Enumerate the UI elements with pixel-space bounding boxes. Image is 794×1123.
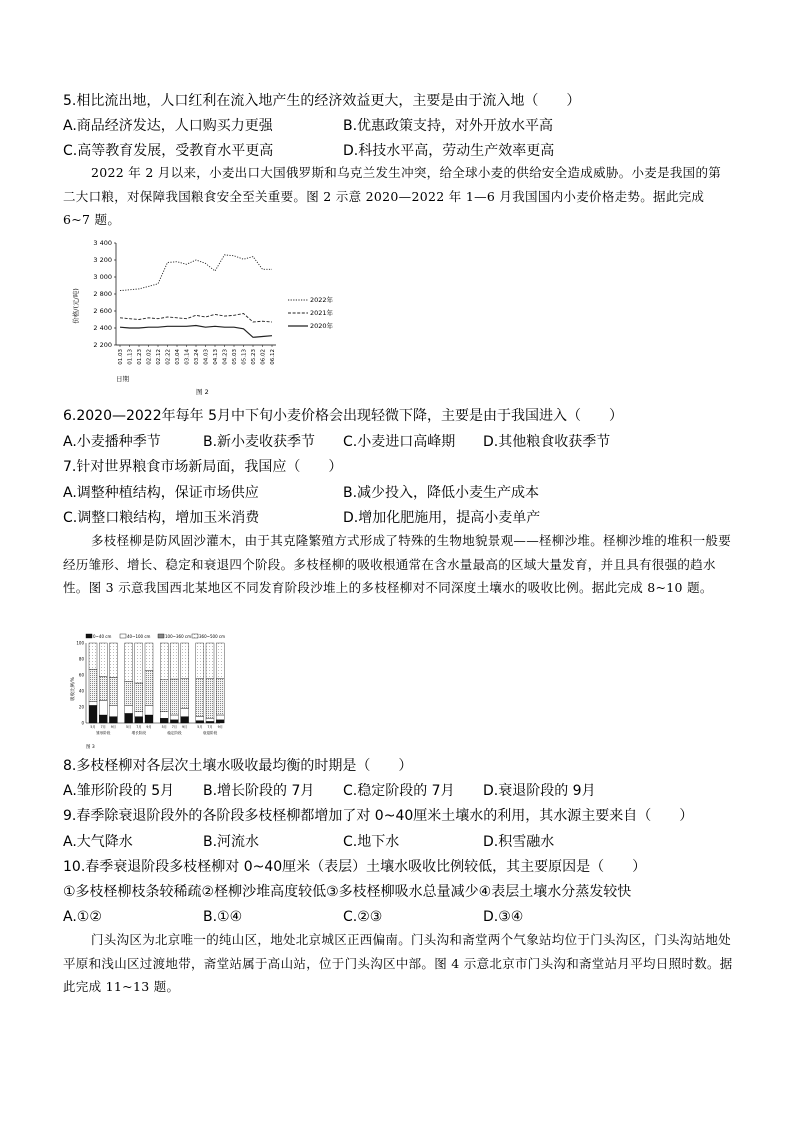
legend-40-100: 40~100 cm (127, 634, 151, 639)
y-tick-label: 3 400 (93, 239, 112, 247)
q7-stem: 7.针对世界粮食市场新局面，我国应（ ） (63, 459, 343, 475)
q10-stem: 10.春季衰退阶段多枝柽柳对 0~40厘米（表层）土壤水吸收比例较低，其主要原因是（ ） (63, 859, 647, 875)
f3-bar-segment (135, 643, 143, 683)
legend-360-500: 360~500 cm (199, 634, 225, 639)
f3-bar-segment (99, 715, 107, 723)
f3-stage-label: 衰退阶段 (202, 731, 218, 735)
f3-bar-segment (196, 721, 204, 723)
q7-option-b: B.减少投入，降低小麦生产成本 (343, 485, 540, 501)
chart-legend (288, 295, 334, 330)
x-tick-label: 03.24 (194, 349, 200, 365)
f3-bar-segment (196, 717, 204, 721)
y-tick-label: 2 600 (93, 307, 112, 315)
q10-option-b: B.①④ (203, 909, 243, 925)
f3-bar-segment (216, 678, 224, 715)
x-tick-label: 02.22 (165, 349, 172, 365)
legend-100-360: 100~360 cm (165, 634, 191, 639)
x-tick-label: 04.03 (203, 349, 210, 365)
passage-wheat: 2022 年 2 月以来，小麦出口大国俄罗斯和乌克兰发生冲突，给全球小麦的供给安全造成威胁。小麦是我国的第二大口粮，对保障我国粮食安全至关重要。图 2 示意 2020—2022 年 1—6 月我国国内小麦价格走势。据此完成 6~7 题。 (63, 165, 722, 227)
passage-mentougou: 门头沟区为北京唯一的纯山区，地处北京城区正西偏南。门头沟和斋堂两个气象站均位于门头沟区，门头沟站地处平原和浅山区过渡地带，斋堂站属于高山站，位于门头沟区中部。图 4 示意北京市门头沟和斋堂站月平均日照时数。据此完成 11~13 题。 (63, 932, 733, 994)
y-axis-label: 价格/(元/吨) (72, 288, 80, 324)
figure3-y-label: 吸收比例/% (71, 677, 76, 701)
q7-option-d: D.增加化肥施用，提高小麦单产 (343, 510, 541, 526)
q5-stem: 5.相比流出地，人口红利在流入地产生的经济效益更大，主要是由于流入地（ ） (63, 93, 581, 109)
f3-bar-segment (206, 721, 214, 723)
f3-bar-segment (89, 705, 97, 723)
f3-y-tick-label: 60 (78, 672, 84, 678)
q6-option-a: A.小麦播种季节 (63, 434, 161, 450)
y-tick-label: 2 200 (93, 341, 112, 349)
f3-bar-segment (216, 720, 224, 723)
f3-bar-segment (89, 701, 97, 705)
f3-bar-segment (170, 715, 178, 720)
f3-bar-segment (89, 669, 97, 701)
x-tick-label: 06.12 (270, 349, 276, 365)
f3-y-tick-label: 40 (78, 688, 84, 694)
f3-month-label: 9月 (217, 725, 223, 729)
f3-bar-segment (109, 677, 117, 705)
y-tick-label: 3 200 (93, 256, 112, 264)
x-tick-label: 06.02 (260, 349, 267, 365)
x-tick-label: 04.13 (213, 349, 219, 365)
f3-bar-segment (99, 643, 107, 677)
q9-option-a: A.大气降水 (63, 834, 133, 850)
tamarisk-absorption-figure (68, 631, 228, 751)
figure3-x-labels (90, 724, 222, 735)
f3-bar-segment (181, 678, 189, 708)
f3-bar-segment (135, 683, 143, 712)
q6-stem: 6.2020—2022年每年 5月中下旬小麦价格会出现轻微下降，主要是由于我国进入（ ） (63, 408, 623, 424)
legend-swatch-100-360 (158, 634, 164, 638)
figure3-bars (89, 643, 224, 723)
f3-bar-segment (170, 643, 178, 679)
f3-stage-label: 增长阶段 (131, 731, 146, 735)
q8-stem: 8.多枝柽柳对各层次土壤水吸收最均衡的时期是（ ） (63, 758, 413, 774)
f3-bar-segment (160, 643, 168, 680)
legend-swatch-40-100 (120, 634, 126, 638)
f3-bar-segment (145, 715, 153, 723)
f3-bar-segment (170, 679, 178, 715)
q8-option-c: C.稳定阶段的 7月 (343, 783, 455, 799)
x-tick-label: 05.03 (232, 349, 238, 365)
q6-option-b: B.新小麦收获季节 (203, 434, 316, 450)
y-tick-label: 2 800 (93, 290, 112, 298)
x-tick-label: 01.13 (127, 349, 134, 365)
x-tick-label: 01.03 (118, 349, 124, 365)
x-axis-label: 日期 (116, 375, 129, 383)
legend-label: 2021年 (310, 309, 334, 317)
f3-bar-segment (160, 712, 168, 718)
series-line-1 (120, 314, 272, 323)
figure3-caption: 图 3 (86, 745, 95, 750)
f3-bar-segment (145, 670, 153, 705)
f3-bar-segment (216, 643, 224, 678)
f3-month-label: 7月 (207, 725, 213, 729)
f3-month-label: 5月 (125, 725, 132, 729)
f3-month-label: 7月 (136, 725, 142, 729)
y-tick-label: 3 000 (93, 273, 112, 281)
f3-bar-segment (196, 643, 204, 678)
f3-bar-segment (145, 705, 153, 715)
f3-bar-segment (160, 680, 168, 712)
q8-option-a: A.雏形阶段的 5月 (63, 783, 175, 799)
q9-stem: 9.春季除衰退阶段外的各阶段多枝柽柳都增加了对 0~40厘米土壤水的利用，其水源主要来自（ ） (63, 808, 694, 824)
series-line-0 (120, 255, 272, 291)
legend-swatch-0-40 (86, 634, 92, 638)
x-axis (116, 345, 276, 365)
legend-label: 2020年 (310, 322, 334, 330)
q10-option-a: A.①② (63, 909, 102, 925)
series-line-2 (120, 326, 272, 338)
f3-bar-segment (99, 701, 107, 715)
f3-bar-segment (135, 717, 143, 723)
f3-stage-label: 雏形阶段 (96, 731, 111, 735)
q10-option-d: D.③④ (483, 909, 524, 925)
f3-bar-segment (109, 717, 117, 723)
f3-y-tick-label: 80 (78, 656, 84, 662)
q10-option-c: C.②③ (343, 909, 383, 925)
f3-y-tick-label: 20 (78, 704, 84, 710)
x-tick-label: 02.02 (146, 349, 153, 365)
q6-option-d: D.其他粮食收获季节 (483, 434, 611, 450)
f3-month-label: 7月 (171, 725, 178, 729)
y-axis (93, 239, 116, 349)
f3-bar-segment (145, 643, 153, 670)
f3-bar-segment (181, 643, 189, 678)
f3-bar-segment (125, 681, 133, 705)
f3-bar-segment (216, 715, 224, 720)
f3-bar-segment (125, 713, 133, 723)
figure-caption: 图 2 (196, 388, 209, 396)
x-tick-label: 05.13 (241, 349, 248, 365)
x-tick-label: 01.23 (137, 349, 143, 365)
q9-option-b: B.河流水 (203, 834, 260, 850)
legend-swatch-360-500 (192, 634, 198, 638)
f3-bar-segment (181, 717, 189, 723)
legend-label: 2022年 (310, 296, 334, 304)
q7-option-a: A.调整种植结构，保证市场供应 (63, 485, 259, 501)
figure3-legend (86, 634, 225, 639)
f3-bar-segment (206, 718, 214, 721)
f3-y-tick-label: 100 (76, 640, 84, 646)
f3-bar-segment (206, 678, 214, 718)
f3-stage-label: 稳定阶段 (167, 731, 182, 735)
y-tick-label: 2 400 (93, 324, 112, 332)
series-lines (120, 255, 272, 337)
f3-month-label: 9月 (146, 725, 152, 729)
f3-bar-segment (125, 705, 133, 713)
f3-month-label: 9月 (110, 725, 117, 729)
f3-bar-segment (109, 705, 117, 716)
passage-tamarisk: 多枝柽柳是防风固沙灌木，由于其克隆繁殖方式形成了特殊的生物地貌景观——柽柳沙堆。柽柳沙堆的堆积一般要经历雏形、增长、稳定和衰退四个阶段。多枝柽柳的吸收根通常在含水量最高的区域大量发育，并且具有很强的趋水性。图 3 示意我国西北某地区不同发育阶段沙堆上的多枝柽柳对不同深度土壤水的吸收比例。据此完成 8~10 题。 (63, 533, 732, 595)
f3-month-label: 5月 (90, 725, 96, 729)
x-tick-label: 03.14 (184, 349, 191, 365)
q8-option-b: B.增长阶段的 7月 (203, 783, 315, 799)
q7-option-c: C.调整口粮结构，增加玉米消费 (63, 510, 260, 526)
q9-option-d: D.积雪融水 (483, 834, 555, 850)
f3-month-label: 5月 (161, 725, 167, 729)
f3-month-label: 7月 (100, 725, 106, 729)
q5-option-c: C.高等教育发展，受教育水平更高 (63, 143, 274, 159)
f3-month-label: 9月 (181, 725, 188, 729)
q5-option-d: D.科技水平高，劳动生产效率更高 (343, 143, 555, 159)
f3-y-tick-label: 0 (81, 720, 84, 726)
f3-bar-segment (196, 678, 204, 716)
f3-bar-segment (206, 643, 214, 678)
f3-bar-segment (170, 720, 178, 723)
wheat-price-chart (68, 236, 338, 398)
legend-0-40: 0~40 cm (93, 634, 112, 639)
q5-option-a: A.商品经济发达，人口购买力更强 (63, 118, 273, 134)
f3-bar-segment (109, 643, 117, 677)
f3-bar-segment (181, 709, 189, 717)
f3-bar-segment (125, 643, 133, 681)
f3-bar-segment (135, 712, 143, 717)
f3-month-label: 5月 (197, 725, 203, 729)
q10-items: ①多枝柽柳枝条较稀疏②柽柳沙堆高度较低③多枝柽柳吸水总量减少④表层土壤水分蒸发较快 (63, 884, 632, 900)
q8-option-d: D.衰退阶段的 9月 (483, 783, 596, 799)
x-tick-label: 05.23 (251, 349, 257, 365)
x-tick-label: 04.23 (222, 349, 229, 365)
f3-bar-segment (89, 643, 97, 669)
q5-option-b: B.优惠政策支持，对外开放水平高 (343, 118, 554, 134)
q9-option-c: C.地下水 (343, 834, 400, 850)
q6-option-c: C.小麦进口高峰期 (343, 434, 456, 450)
f3-bar-segment (99, 677, 107, 701)
x-tick-label: 03.04 (175, 349, 181, 365)
x-tick-label: 02.12 (156, 349, 162, 365)
f3-bar-segment (160, 718, 168, 723)
